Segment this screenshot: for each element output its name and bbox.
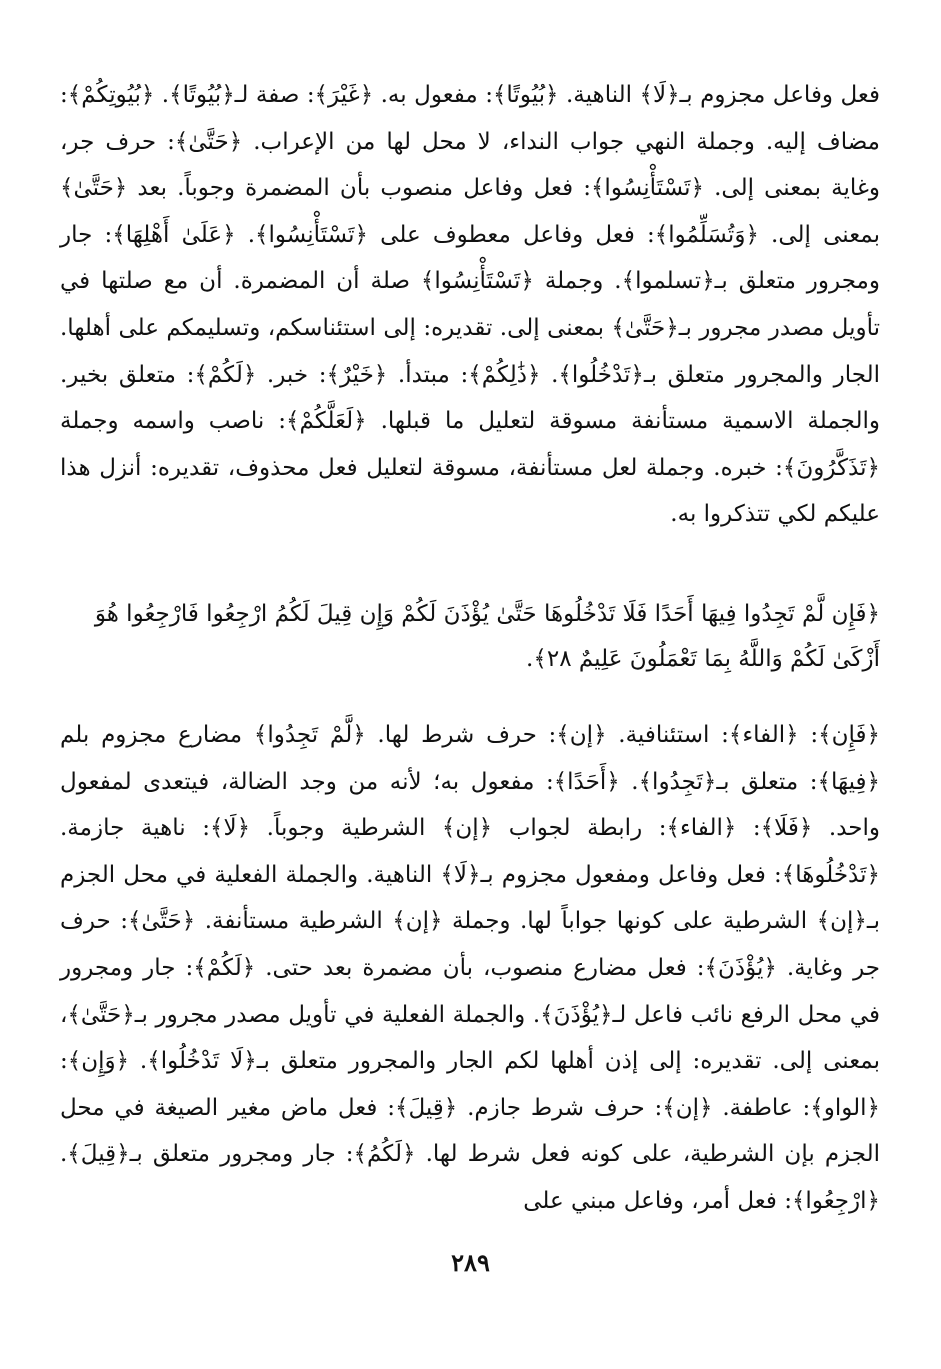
- commentary-paragraph-2: ﴿فَإِن﴾: ﴿الفاء﴾: استئنافية. ﴿إن﴾: حرف شرط لها. ﴿لَّمْ تَجِدُوا﴾ مضارع مجزوم بلم ﴿فِيهَا﴾: متعلق بـ﴿تَجِدُوا﴾. ﴿أَحَدًا﴾: مفعول به؛ لأنه من وجد الضالة، فيتعدى لمفعول واحد. ﴿فَلَا﴾: ﴿الفاء﴾: رابطة لجواب ﴿إن﴾ الشرطية وجوباً. ﴿لَا﴾: ناهية جازمة. ﴿تَدْخُلُوهَا﴾: فعل وفاعل ومفعول مجزوم بـ﴿لَا﴾ الناهية. والجملة الفعلية في محل الجزم بـ﴿إن﴾ الشرطية على كونها جواباً لها. وجملة ﴿إن﴾ الشرطية مستأنفة. ﴿حَتَّىٰ﴾: حرف جر وغاية. ﴿يُؤْذَنَ﴾: فعل مضارع منصوب، بأن مضمرة بعد حتى. ﴿لَكُمْ﴾: جار ومجرور في محل الرفع نائب فاعل لـ﴿يُؤْذَنَ﴾. والجملة الفعلية في تأويل مصدر مجرور بـ﴿حَتَّىٰ﴾، بمعنى إلى. تقديره: إلى إذن أهلها لكم الجار والمجرور متعلق بـ﴿لَا تَدْخُلُوا﴾. ﴿وَإِن﴾: ﴿الواو﴾: عاطفة. ﴿إن﴾: حرف شرط جازم. ﴿قِيلَ﴾: فعل ماض مغير الصيغة في محل الجزم بإن الشرطية، على كونه فعل شرط لها. ﴿لَكُمُ﴾: جار ومجرور متعلق بـ﴿قِيلَ﴾. ﴿ارْجِعُوا﴾: فعل أمر، وفاعل مبني على: [60, 722, 880, 1214]
- quran-verse: ﴿فَإِن لَّمْ تَجِدُوا فِيهَا أَحَدًا فَلَا تَدْخُلُوهَا حَتَّىٰ يُؤْذَنَ لَكُمْ وَإِن قِيلَ لَكُمُ ارْجِعُوا فَارْجِعُوا هُوَ أَزْكَىٰ لَكُمْ وَاللَّهُ بِمَا تَعْمَلُونَ عَلِيمٌ ٢٨﴾.: [94, 601, 880, 672]
- commentary-paragraph-1: فعل وفاعل مجزوم بـ﴿لَا﴾ الناهية. ﴿بُيُوتًا﴾: مفعول به. ﴿غَيْرَ﴾: صفة لـ﴿بُيُوتًا﴾. ﴿بُيُوتِكُمْ﴾: مضاف إليه. وجملة النهي جواب النداء، لا محل لها من الإعراب. ﴿حَتَّىٰ﴾: حرف جر، وغاية بمعنى إلى. ﴿تَسْتَأْنِسُوا﴾: فعل وفاعل منصوب بأن المضمرة وجوباً. بعد ﴿حَتَّىٰ﴾ بمعنى إلى. ﴿وَتُسَلِّمُوا﴾: فعل وفاعل معطوف على ﴿تَسْتَأْنِسُوا﴾. ﴿عَلَىٰ أَهْلِهَا﴾: جار ومجرور متعلق بـ﴿تسلموا﴾. وجملة ﴿تَسْتَأْنِسُوا﴾ صلة أن المضمرة. أن مع صلتها في تأويل مصدر مجرور بـ﴿حَتَّىٰ﴾ بمعنى إلى. تقديره: إلى استئناسكم، وتسليمكم على أهلها. الجار والمجرور متعلق بـ﴿تَدْخُلُوا﴾. ﴿ذَٰلِكُمْ﴾: مبتدأ. ﴿خَيْرٌ﴾: خبر. ﴿لَكُمْ﴾: متعلق بخير. والجملة الاسمية مستأنفة مسوقة لتعليل ما قبلها. ﴿لَعَلَّكُمْ﴾: ناصب واسمه وجملة ﴿تَذَكَّرُونَ﴾: خبره. وجملة لعل مستأنفة، مسوقة لتعليل فعل محذوف، تقديره: أنزل هذا عليكم لكي تتذكروا به.: [60, 82, 880, 528]
- page-number: ٢٨٩: [451, 1248, 490, 1277]
